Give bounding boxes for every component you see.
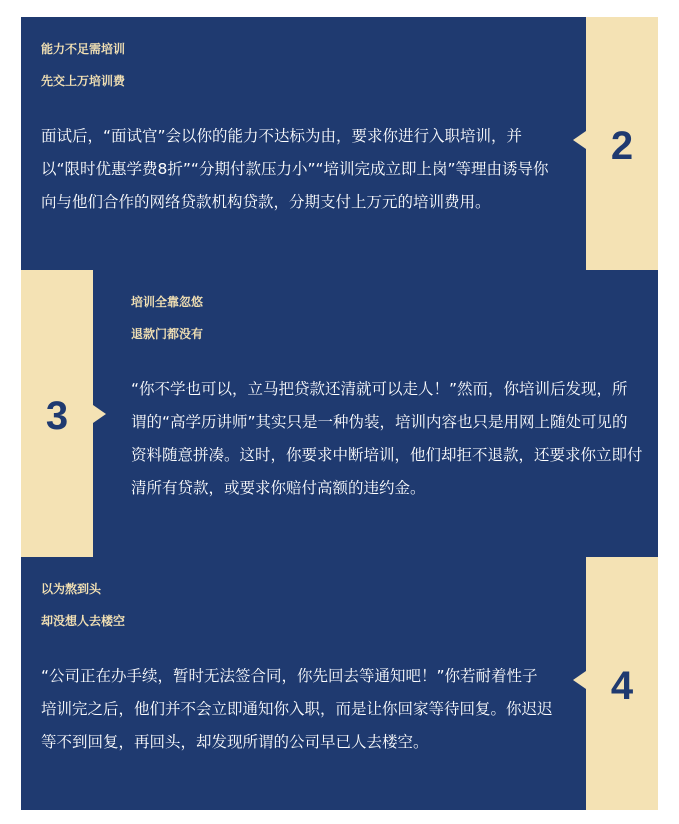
section-3-arrow-icon [93,405,106,423]
section-3-number: 3 [45,394,69,438]
section-2-panel [21,17,658,270]
section-4-arrow-icon [573,671,586,689]
section-3-number-tab [21,270,93,557]
section-2-subtitle-2: 先交上万培训费 [41,74,126,88]
section-3-panel [21,270,658,557]
section-4-panel [21,557,658,810]
section-3-subtitle-2: 退款门都没有 [131,327,204,341]
section-4-subtitle-2: 却没想人去楼空 [41,614,126,628]
section-2-body: 面试后，“面试官”会以你的能力不达标为由，要求你进行入职培训，并以“限时优惠学费8折”“分期付款压力小”“培训完成立即上岗”等理由诱导你向与他们合作的网络贷款机构贷款，分期支付上万元的培训费用。 [41,127,549,211]
section-4-number-tab [586,557,658,810]
section-4-number: 4 [610,664,634,708]
section-3-body: “你不学也可以，立马把贷款还清就可以走人！”然而，你培训后发现，所谓的“高学历讲师”其实只是一种伪装，培训内容也只是用网上随处可见的资料随意拼凑。这时，你要求中断培训，他们却拒不退款，还要求你立即付清所有贷款，或要求你赔付高额的违约金。 [131,380,643,497]
section-2-subtitle-1: 能力不足需培训 [41,42,126,56]
section-2-number: 2 [610,124,634,168]
section-2-arrow-icon [573,131,586,149]
section-4-body: “公司正在办手续，暂时无法签合同，你先回去等通知吧！”你若耐着性子培训完之后，他们并不会立即通知你入职，而是让你回家等待回复。你迟迟等不到回复，再回头，却发现所谓的公司早已人去楼空。 [41,667,553,751]
section-3-subtitle-1: 培训全靠忽悠 [131,295,204,309]
section-2-number-tab [586,17,658,270]
section-4-subtitle-1: 以为熬到头 [41,582,102,596]
